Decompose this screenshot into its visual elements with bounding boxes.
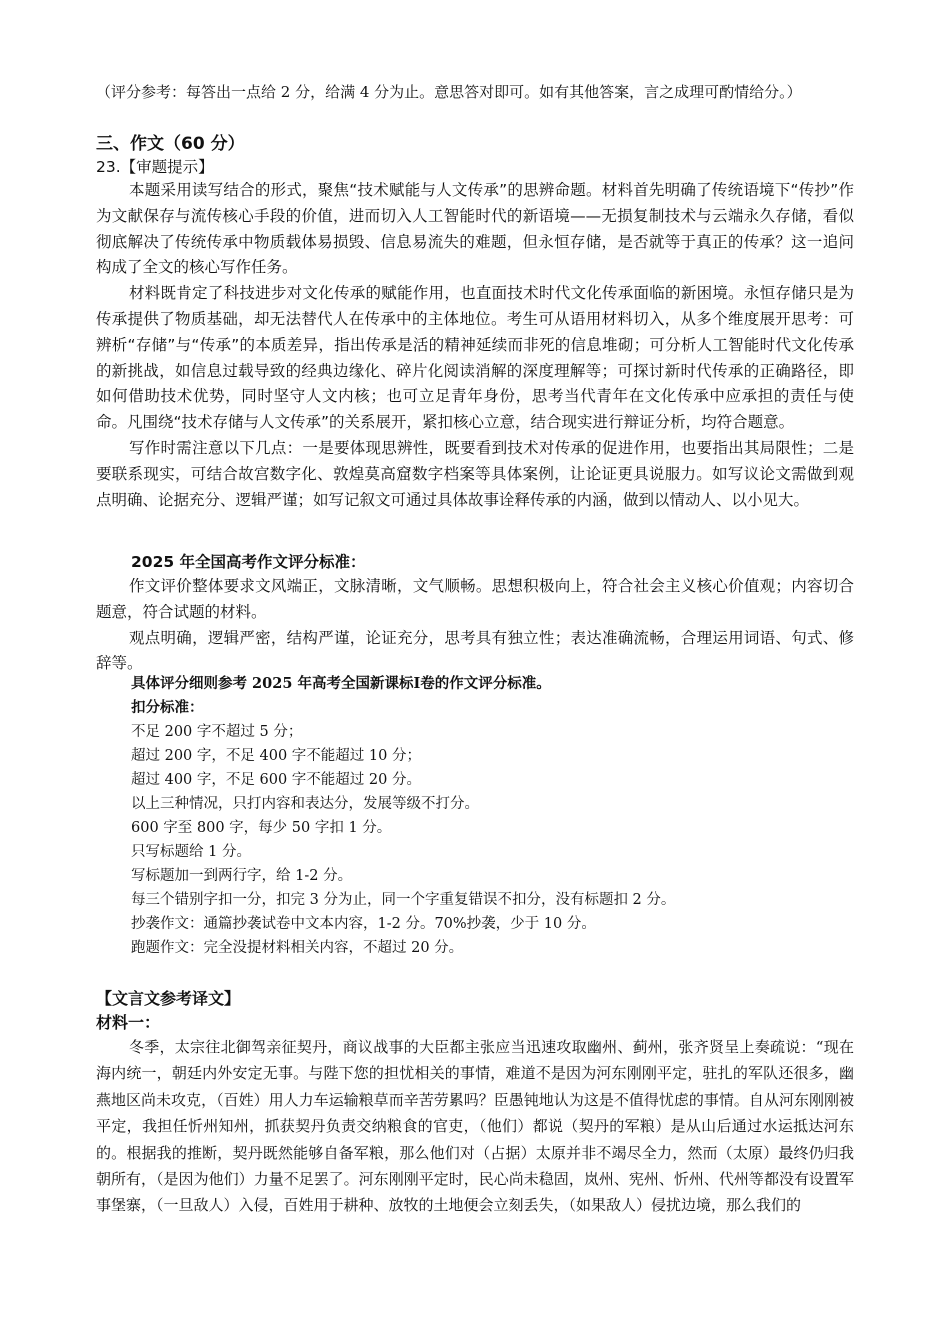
translation-body xyxy=(96,1034,854,1219)
analysis-paragraphs xyxy=(96,178,854,513)
deduct-title: 扣分标准： xyxy=(131,699,204,716)
deduct-line: 超过 200 字，不足 400 字不能超过 10 分； xyxy=(131,748,421,764)
deduct-line: 只写标题给 1 分。 xyxy=(131,844,251,860)
translation-paragraph: 冬季，太宗往北御驾亲征契丹，商议战事的大臣都主张应当迅速攻取幽州、蓟州，张齐贤呈上奏疏说：“现在海内统一，朝廷内外安定无事。与陛下您的担忧相关的事情，难道不是因为河东刚刚平定，驻扎的军队还很多，幽燕地区尚未攻克，（百姓）用人力车运输粮草而辛苦劳累吗？臣愚钝地认为这是不值得忧虑的事情。自从河东刚刚被平定，我担任忻州知州，抓获契丹负责交纳粮食的官吏，（他们）都说（契丹的军粮）是从山后通过水运抵达河东的。根据我的推断，契丹既然能够自备军粮，那么他们对（占据）太原并非不竭尽全力，然而（太原）最终仍归我朝所有，（是因为他们）力量不足罢了。河东刚刚平定时，民心尚未稳固，岚州、宪州、忻州、代州等都没有设置军事堡寨，（一旦敌人）入侵，百姓用于耕种、放牧的土地便会立刻丢失，（如果敌人）侵扰边境，那么我们的 xyxy=(96,1038,854,1215)
standard-paragraph-2: 观点明确，逻辑严密，结构严谨，论证充分，思考具有独立性；表达准确流畅，合理运用词语、句式、修辞等。 xyxy=(96,628,854,673)
standard-paragraphs xyxy=(96,574,854,677)
deduct-line: 每三个错别字扣一分，扣完 3 分为止，同一个字重复错误不扣分，没有标题扣 2 分。 xyxy=(131,892,676,908)
section-heading: 三、作文（60 分） xyxy=(96,134,245,154)
translation-heading: 【文言文参考译文】 xyxy=(96,989,241,1008)
detail-title: 具体评分细则参考 2025 年高考全国新课标Ⅰ卷的作文评分标准。 xyxy=(131,675,551,692)
deduct-line: 不足 200 字不超过 5 分； xyxy=(131,724,303,740)
analysis-paragraph-1: 本题采用读写结合的形式，聚焦“技术赋能与人文传承”的思辨命题。材料首先明确了传统语境下“传抄”作为文献保存与流传核心手段的价值，进而切入人工智能时代的新语境——无损复制技术与云端永久存储，看似彻底解决了传统传承中物质载体易损毁、信息易流失的难题，但永恒存储，是否就等于真正的传承？这一追问构成了全文的核心写作任务。 xyxy=(96,181,854,277)
deduct-line: 写标题加一到两行字，给 1-2 分。 xyxy=(131,868,353,884)
analysis-paragraph-3: 写作时需注意以下几点：一是要体现思辨性，既要看到技术对传承的促进作用，也要指出其局限性；二是要联系现实，可结合故宫数字化、敦煌莫高窟数字档案等具体案例，让论证更具说服力。如写议论文需做到观点明确、论据充分、逻辑严谨；如写记叙文可通过具体故事诠释传承的内涵，做到以情动人、以小见大。 xyxy=(96,438,854,509)
question-heading: 23.【审题提示】 xyxy=(96,158,214,176)
standard-paragraph-1: 作文评价整体要求文风端正，文脉清晰，文气顺畅。思想积极向上，符合社会主义核心价值观；内容切合题意，符合试题的材料。 xyxy=(96,577,854,621)
deduct-line: 以上三种情况，只打内容和表达分，发展等级不打分。 xyxy=(131,796,479,812)
deduct-line: 抄袭作文：通篇抄袭试卷中文本内容，1-2 分。70%抄袭，少于 10 分。 xyxy=(131,916,596,932)
scoring-note-text: （评分参考：每答出一点给 2 分，给满 4 分为止。意思答对即可。如有其他答案，言之成理可酌情给分。） xyxy=(96,83,802,101)
analysis-paragraph-2: 材料既肯定了科技进步对文化传承的赋能作用，也直面技术时代文化传承面临的新困境。永恒存储只是为传承提供了物质基础，却无法替代人在传承中的主体地位。考生可从语用材料切入，从多个维度展开思考：可辨析“存储”与“传承”的本质差异，指出传承是活的精神延续而非死的信息堆砌；可分析人工智能时代文化传承的新挑战，如信息过载导致的经典边缘化、碎片化阅读消解的深度理解等；可探讨新时代传承的正确路径，即如何借助技术优势，同时坚守人文内核；也可立足青年身份，思考当代青年在文化传承中应承担的责任与使命。凡围绕“技术存储与人文传承”的关系展开，紧扣核心立意，结合现实进行辩证分析，均符合题意。 xyxy=(96,284,854,432)
deduct-line: 600 字至 800 字，每少 50 字扣 1 分。 xyxy=(131,820,392,836)
deduct-line: 超过 400 字，不足 600 字不能超过 20 分。 xyxy=(131,772,421,788)
scoring-note xyxy=(96,80,854,104)
material-label: 材料一： xyxy=(96,1013,161,1032)
standard-title: 2025 年全国高考作文评分标准： xyxy=(131,553,366,571)
deduct-line: 跑题作文：完全没提材料相关内容，不超过 20 分。 xyxy=(131,940,464,956)
